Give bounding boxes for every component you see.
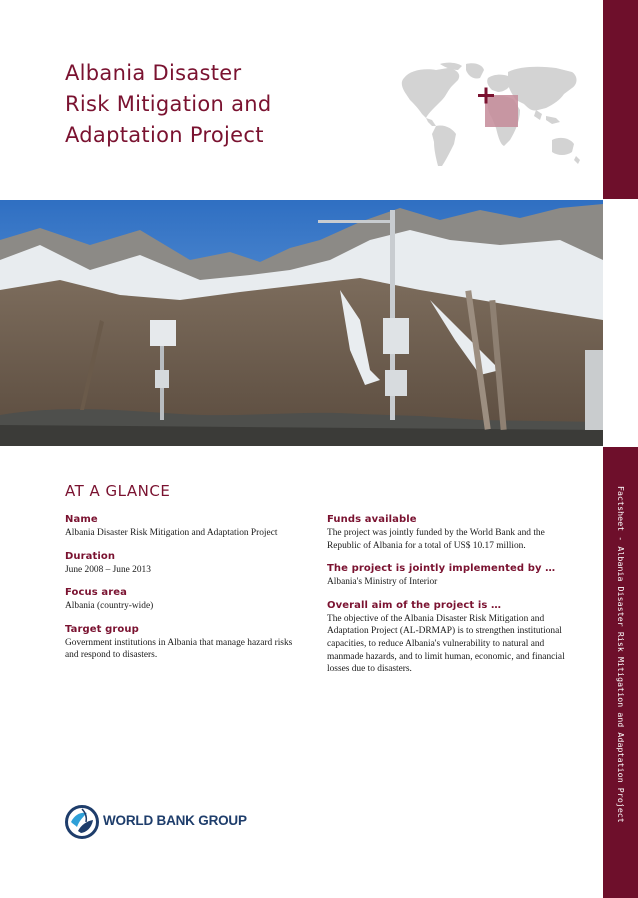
info-label: Name: [65, 514, 98, 525]
info-block-focus-area: [65, 587, 295, 613]
region-highlight: [485, 95, 518, 127]
info-block-target-group: [65, 624, 295, 662]
info-label: Focus area: [65, 587, 127, 599]
title-line-2: Risk Mitigation and: [65, 92, 272, 116]
globe-icon: [65, 805, 99, 839]
vertical-caption: [612, 486, 632, 823]
info-value: June 2008 – June 2013: [65, 564, 151, 575]
logo-text: WORLD BANK GROUP: [103, 813, 247, 828]
info-value: Government institutions in Albania that manage hazard risks and respond to disasters.: [65, 637, 293, 661]
right-column: [327, 514, 572, 687]
info-value: Albania Disaster Risk Mitigation and Adaptation Project: [65, 528, 278, 538]
info-block-overall-aim: [327, 600, 572, 676]
world-map-icon: [396, 60, 586, 172]
title-line-1: Albania Disaster: [65, 61, 242, 85]
info-block-implemented-by: [327, 563, 572, 589]
title-line-3: Adaptation Project: [65, 123, 264, 147]
info-label: Target group: [65, 623, 139, 635]
info-block-name: [65, 514, 295, 540]
info-label: Duration: [65, 550, 116, 562]
world-bank-logo: [65, 803, 255, 843]
info-block-duration: [65, 551, 295, 577]
info-label: Funds available: [327, 514, 417, 525]
info-label: The project is jointly implemented by …: [327, 563, 556, 575]
vertical-caption-text: Factsheet - Albania Disaster Risk Mitigation and Adaptation Project: [616, 486, 626, 823]
left-column: [65, 514, 295, 673]
page-title: [65, 58, 385, 151]
section-heading: AT A GLANCE: [65, 482, 171, 500]
info-block-funds: [327, 514, 572, 552]
side-band-gap: [603, 199, 638, 447]
info-value: Albania's Ministry of Interior: [327, 577, 438, 588]
info-label: Overall aim of the project is …: [327, 599, 502, 611]
weather-station-photo: [0, 200, 603, 446]
info-value: Albania (country-wide): [65, 601, 154, 612]
info-value: The project was jointly funded by the World Bank and the Republic of Albania for a total of US$ 10.17 million.: [327, 528, 545, 551]
info-value: The objective of the Albania Disaster Risk Mitigation and Adaptation Project (AL-DRMAP) is to strengthen institutional capacities, to reduce Albania's vulnerability to natural and manmade hazards, and to limit human, economic, and financial losses due to disasters.: [327, 613, 565, 675]
